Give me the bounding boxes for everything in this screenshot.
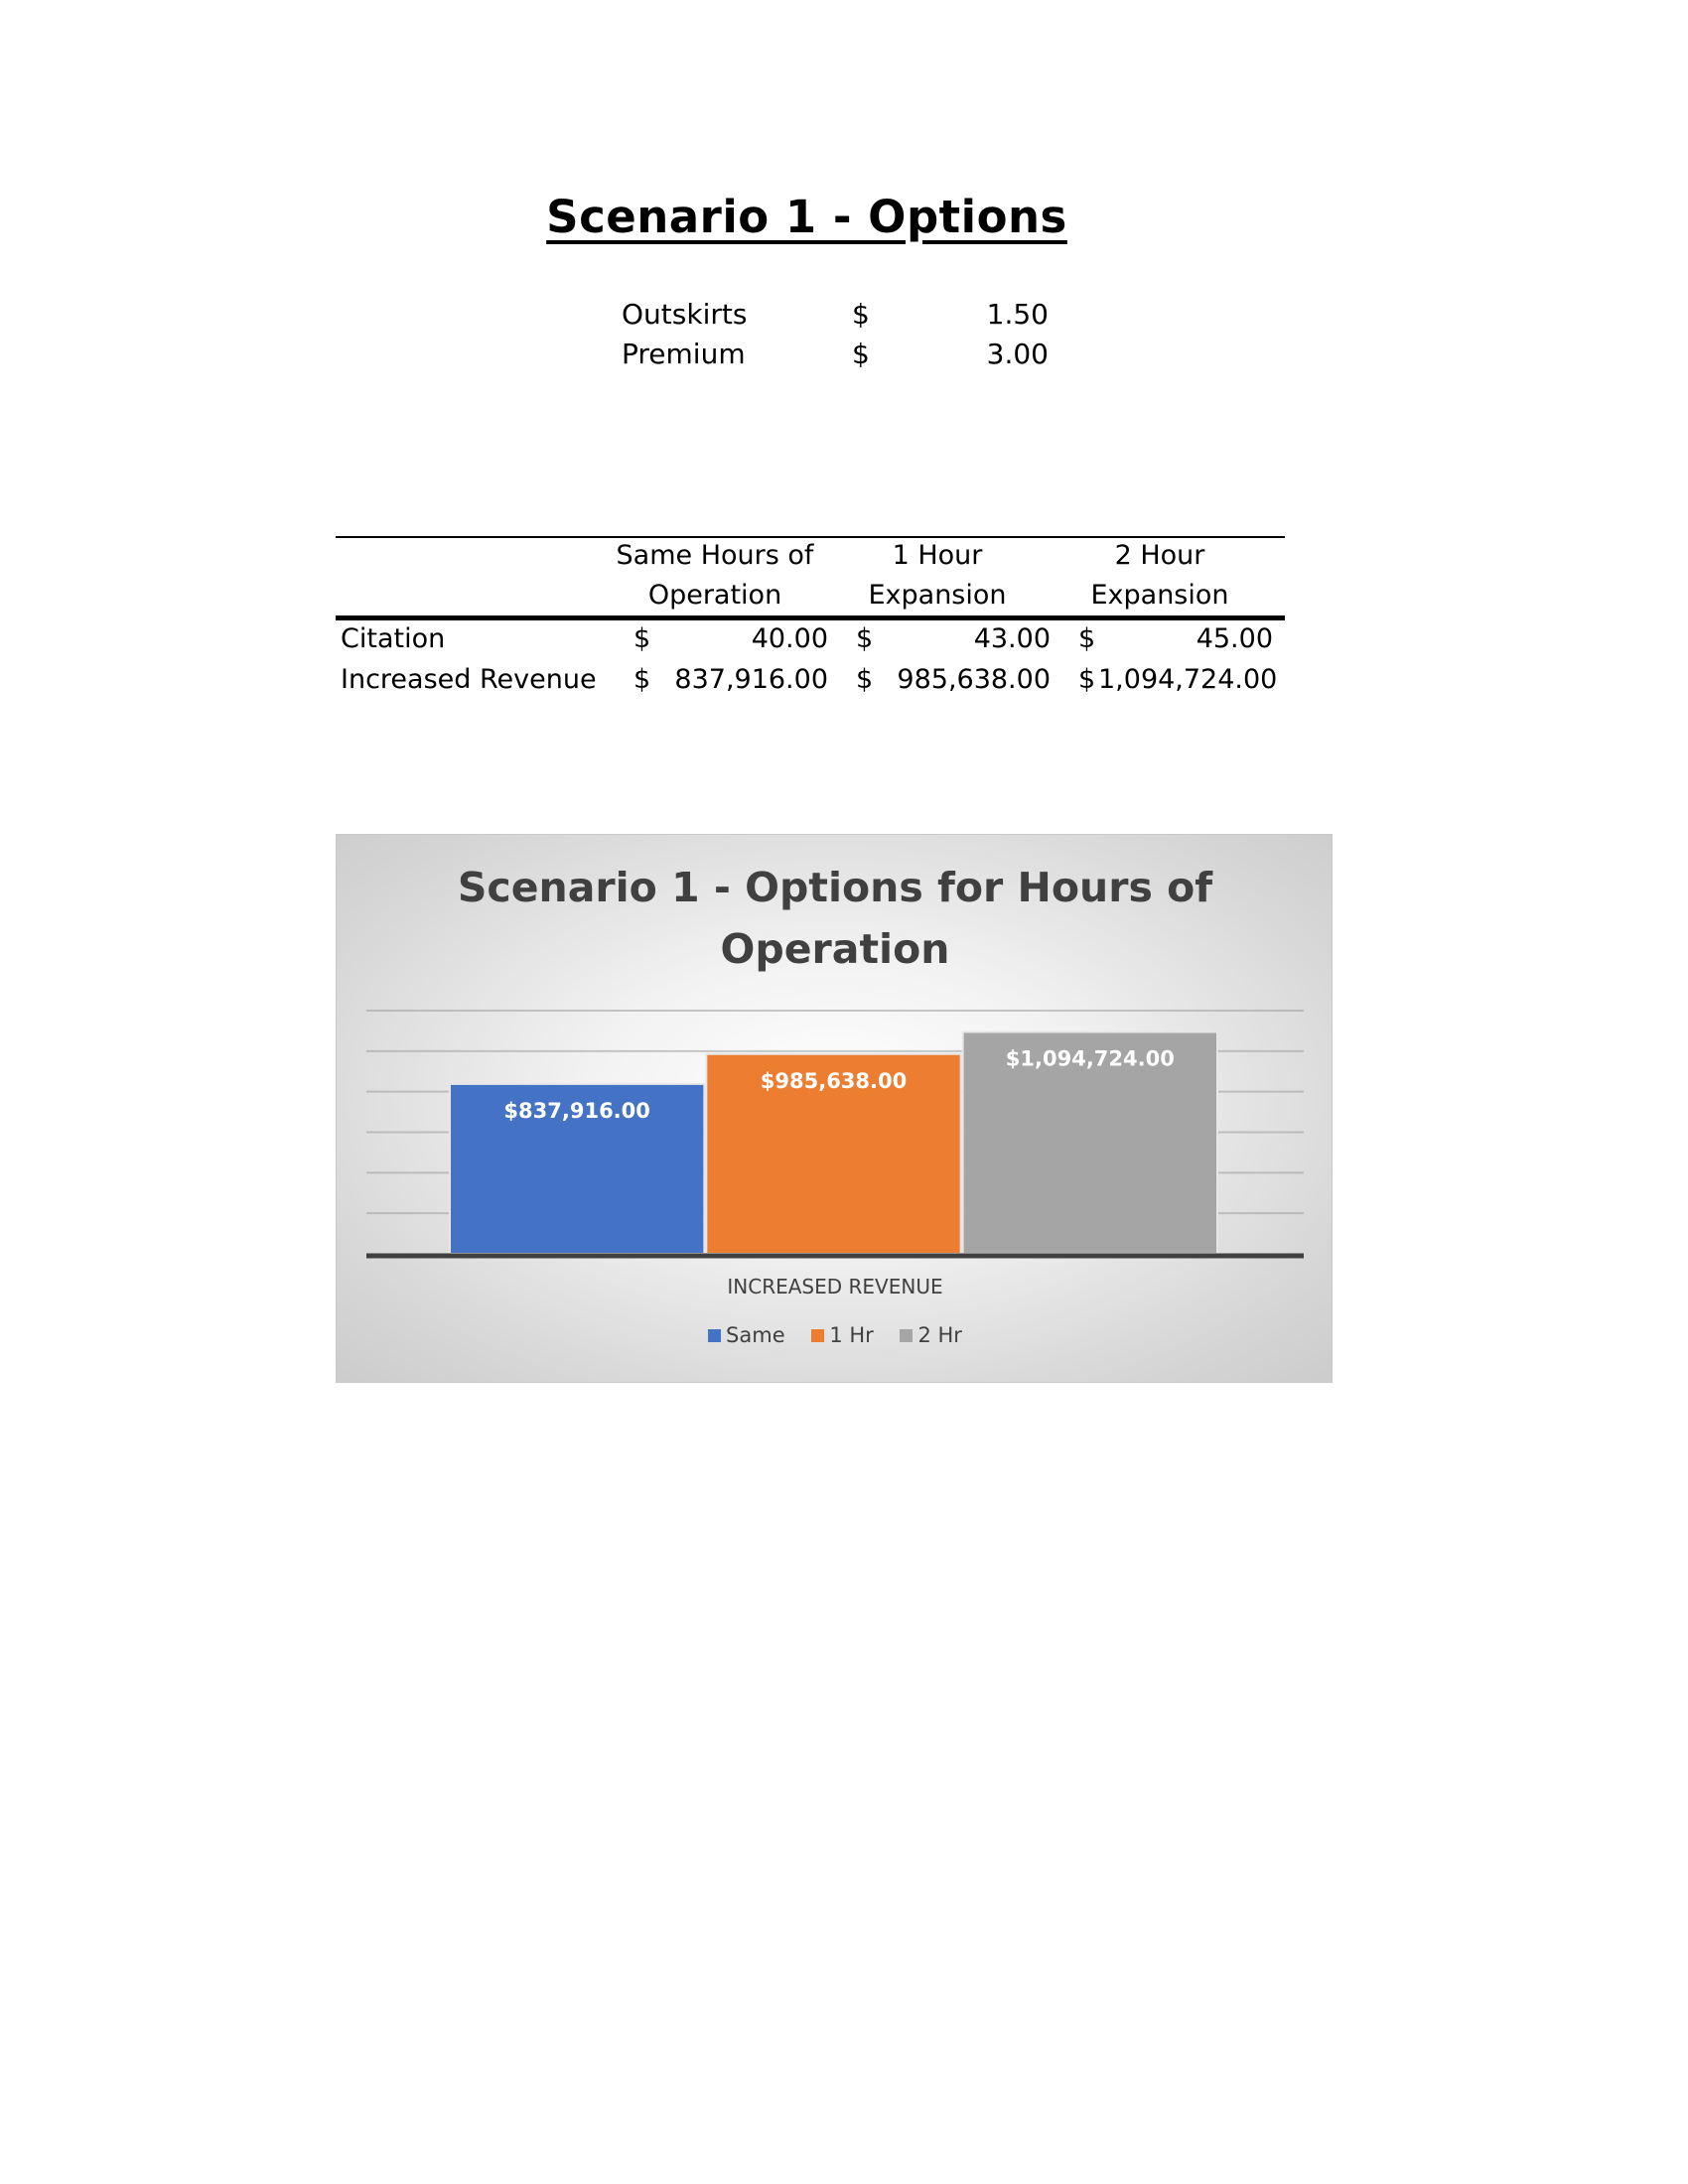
- rate-row-premium: [622, 338, 1049, 377]
- header-line: 2 Hour: [1114, 540, 1205, 571]
- category-label: INCREASED REVENUE: [727, 1275, 943, 1298]
- column-header-1-hour: [838, 536, 1037, 615]
- rate-label: Outskirts: [622, 298, 748, 331]
- header-line: Expansion: [1090, 580, 1229, 611]
- cell-value: 837,916.00: [674, 664, 828, 695]
- chart-plot: [337, 835, 1334, 1384]
- cell-value: 1,094,724.00: [1098, 664, 1278, 695]
- column-header-2-hour: [1060, 536, 1259, 615]
- rate-currency: $: [852, 338, 870, 370]
- data-label: $1,094,724.00: [1005, 1046, 1175, 1071]
- rate-value: 1.50: [986, 298, 1049, 331]
- rate-value: 3.00: [986, 338, 1049, 370]
- cell-currency: $: [633, 623, 651, 654]
- cell-value: 985,638.00: [897, 664, 1051, 695]
- column-header-same-hours: [616, 536, 814, 615]
- legend-swatch: [900, 1329, 913, 1342]
- table-header-rule: [336, 615, 1285, 620]
- revenue-chart: [336, 834, 1333, 1383]
- data-label: $985,638.00: [760, 1068, 908, 1093]
- table-row: [336, 664, 1285, 704]
- row-label: Citation: [341, 623, 446, 654]
- cell-currency: $: [1078, 664, 1096, 695]
- legend-item-2-hr: [900, 1323, 961, 1347]
- rate-row-outskirts: [622, 298, 1049, 338]
- rate-currency: $: [852, 298, 870, 331]
- legend-label: Same: [726, 1323, 785, 1347]
- chart-title-line: Operation: [720, 925, 950, 973]
- legend-label: 1 Hr: [829, 1323, 874, 1347]
- legend-swatch: [708, 1329, 721, 1342]
- row-label: Increased Revenue: [341, 664, 597, 695]
- legend-item-same: [708, 1323, 785, 1347]
- cell-value: 43.00: [973, 623, 1051, 654]
- legend-label: 2 Hr: [917, 1323, 962, 1347]
- rates-list: [622, 298, 1049, 377]
- cell-currency: $: [633, 664, 651, 695]
- page-title: Scenario 1 - Options: [546, 191, 1067, 243]
- header-line: Operation: [647, 580, 782, 611]
- chart-title-line: Scenario 1 - Options for Hours of: [457, 864, 1213, 911]
- cell-currency: $: [856, 664, 874, 695]
- header-line: 1 Hour: [892, 540, 983, 571]
- rate-label: Premium: [622, 338, 746, 370]
- data-label: $837,916.00: [503, 1098, 650, 1123]
- cell-value: 45.00: [1196, 623, 1273, 654]
- table-row: [336, 623, 1285, 663]
- legend-item-1-hr: [811, 1323, 873, 1347]
- chart-legend: [337, 1323, 1334, 1347]
- legend-swatch: [811, 1329, 824, 1342]
- header-line: Expansion: [868, 580, 1007, 611]
- cell-value: 40.00: [751, 623, 828, 654]
- header-line: Same Hours of: [616, 540, 814, 571]
- cell-currency: $: [856, 623, 874, 654]
- cell-currency: $: [1078, 623, 1096, 654]
